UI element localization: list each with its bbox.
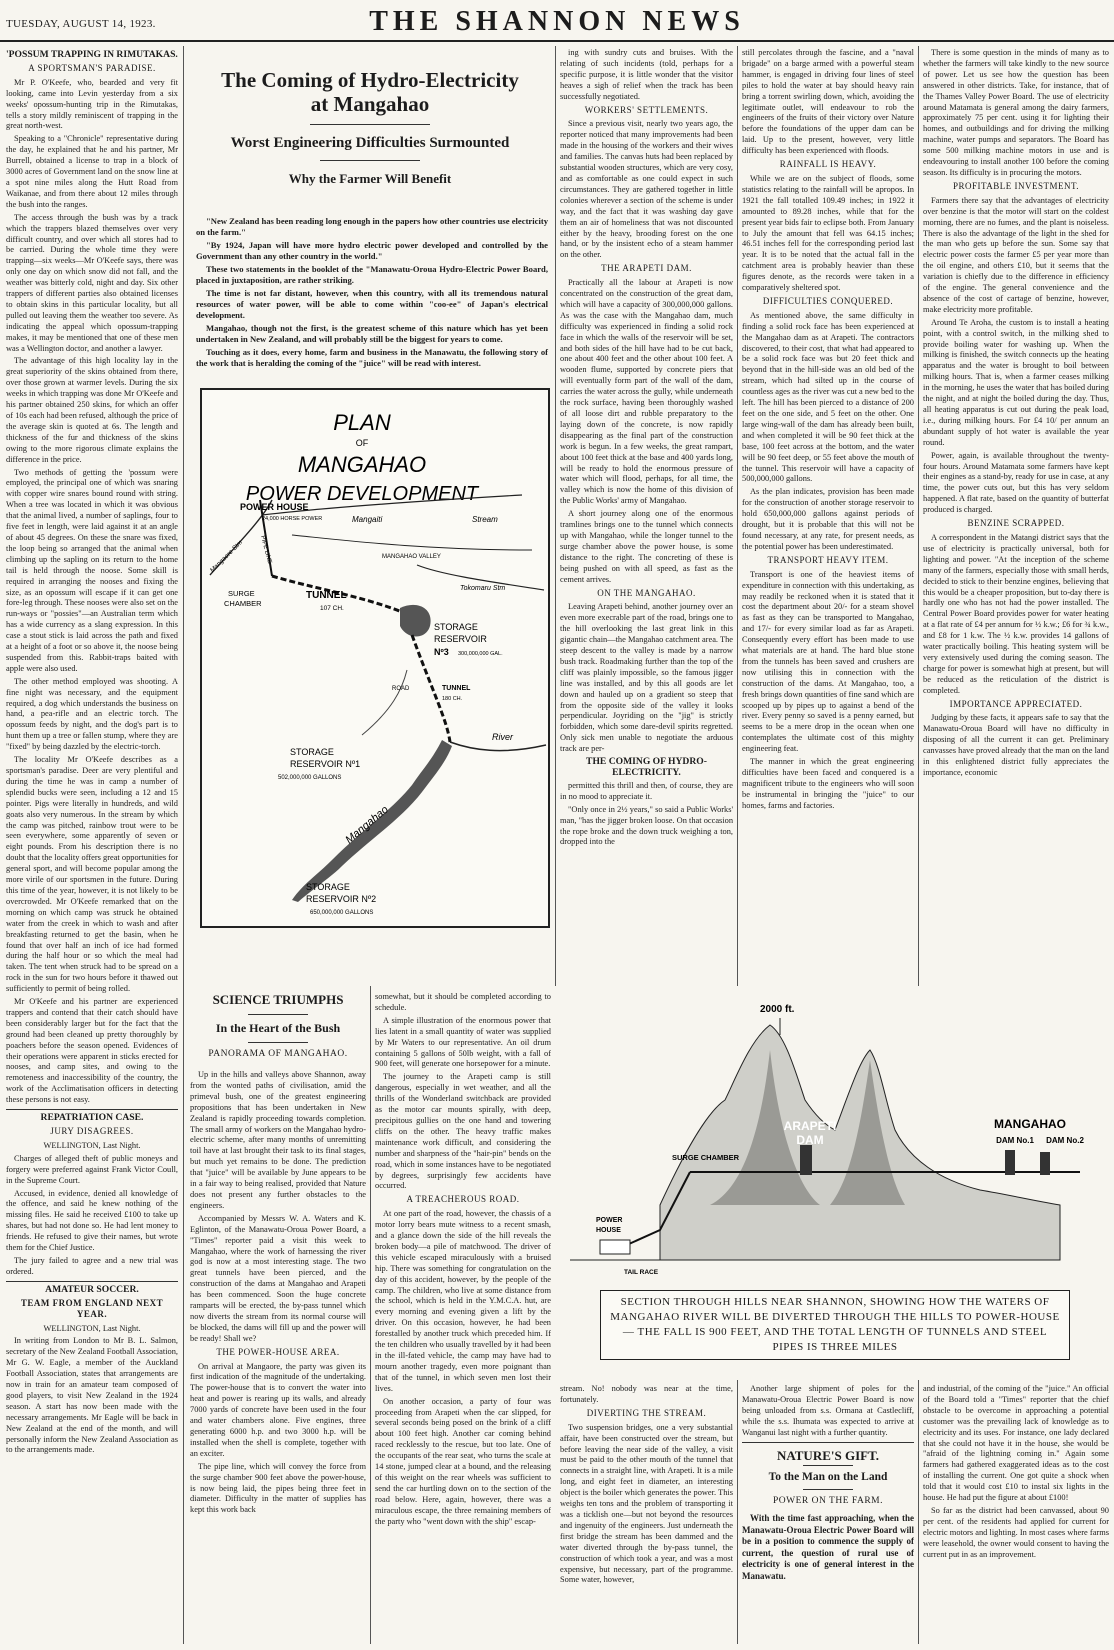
label-tail-race: TAIL RACE [624,1269,659,1276]
intro-paragraph: The time is not far distant, however, when this country, with all its tremendous natural resources of water power, will be able to come within "coo-ee" of Japan's electrical development. [196,288,548,320]
paragraph: Up in the hills and valleys above Shannon, away from the wonted paths of civilisation, amid the primeval bush, one of the greatest engineering propositions that has been undertaken in New Zealand is rapidly proceeding towards completion. The small army of workers on the Mangahao hydro-electric scheme, after many months of unremitting toil have at last brought their task to its final stages, but much yet remains to be done. The prediction that "juice" will be available by June appears to be in a fair way to being realised, provided that Nature does not present any further obstacles to the engineers. [190,1070,366,1210]
section-drawing [560,990,1108,1290]
divider [6,1281,178,1282]
column-rule [737,1380,738,1644]
label-pipe-line: PIPE LINE [259,535,273,565]
paragraph: So far as the district had been canvassed, about 90 per cent. of the residents had applied for current for electric motors and lighting. In most cases where farms were leasehold, the owner would consent to having the current put in as an improvement. [923,1505,1109,1559]
paragraph: Speaking to a "Chronicle" representative during the day, he explained that he and his partner, Mr Burrell, obtained a license to trap in a block of 3000 acres of Government land on the snow line at a spot nine miles along the Hutt Road from Waikanae, and from there about 12 miles through the bush into the ranges. [6,134,178,209]
science-column-a [190,1070,366,1644]
label-tunnel-2: TUNNEL [442,685,471,692]
soccer-headline: AMATEUR SOCCER. [45,1283,139,1295]
paragraph: Mr O'Keefe and his partner are experienced trappers and contend that their catch should have been considerably larger but for the fact that the ground had been cleaned up pretty thoroughly by poachers before the season opened. Evidences of their operations were apparent in sticks erected for nooses, and camp sites, and owing to the remoteness and inaccessibility of the country, the work of the Acclimatisation officers in detecting these persons is not easy. [6,997,178,1105]
arapeti-dam-mark [800,1145,812,1175]
label-surge-chamber: SURGE CHAMBER [672,1153,740,1162]
paragraph: Two methods of getting the 'possum were employed, the principal one of which was snaring with copper wire snares bound round with string. When a tree was located in which it was obvious that the animal lived, a number of saplings, four to five feet in length, were laid against it at an angle of about 45 degrees. On these the snare was fixed, the loop being so arranged that the animal when climbing up the sapling on its return to the home tail is held through the noose. Some skill is required in arranging the nooses and fixing the size, as an opossum will escape if it can get one fore-leg through. These nooses were also set on the run-ways or "possies"—an Australian term which has a wide currency as a slang expression. In this case a stout stick is laid across the path and fixed at a height of a foot or so above it, the noose being suspended from this. Rabbit-traps baited with apple were also used. [6,467,178,673]
label-res1-b: RESERVOIR Nº1 [290,759,361,769]
divider [742,1442,914,1443]
label-river: River [492,732,514,742]
difficulties-head: DIFFICULTIES CONQUERED. [762,295,894,306]
rainfall-head: RAINFALL IS HEAVY. [779,159,877,170]
science-subtitle: In the Heart of the Bush [215,1021,341,1035]
column-rule [555,46,556,986]
valley-stream [292,535,532,550]
label-res3-b: RESERVOIR [434,634,487,644]
bottom-column-7 [923,1384,1109,1644]
column-rule [918,1380,919,1644]
label-power-note: 24,000 HORSE POWER [262,516,323,522]
label-road: ROAD [392,686,410,692]
paragraph: On another occasion, a party of four was proceeding from Arapeti when the car slipped, for several seconds being posed on the brink of a cliff about 100 feet high. Another car coming behind raced recklessly to the rescue, but too late. One of the occupants of the rear seat, who turns the scale at 14 stone, jumped clear at a bound, and the releasing of this weight on the rear wheels was sufficient to send the car hurtling down on to the section of the road below. Here, again, however, there was a miraculous escape, the three remaining members of the party who "went down with the ship" escap- [375,1396,551,1526]
power-house-area-head: THE POWER-HOUSE AREA. [216,1346,340,1357]
paragraph: Since a previous visit, nearly two years ago, the reporter noticed that many improvements had been made in the housing of the workers and their wives and families. The canvas huts had been replaced by substantial wooden structures, which are very cosy, and as comfortable as one could expect in such circumstances. They are gathered together in little colonies wherever a section of the scheme is under way, and the fact that it was washing day gave them an air of homeliness that was not discounted either by the heavy, brooding forest on the one hand, or by the insistent echo of a steam hammer on the other. [560,119,733,260]
intro-paragraph: "By 1924, Japan will have more hydro electric power developed and controlled by the Government than any other country in the world." [196,240,548,261]
dateline: WELLINGTON, Last Night. [43,1323,141,1333]
paragraph: stream. No! nobody was near at the time, fortunately. [560,1384,733,1404]
label-tunnel-1: TUNNEL [306,590,347,601]
section-caption: SECTION THROUGH HILLS NEAR SHANNON, SHOWING HOW THE WATERS OF MANGAHAO RIVER WILL BE DIVERTED THROUGH THE HILLS TO POWER-HOUSE — THE FALL IS 900 FEET, AND THE TOTAL LENGTH OF TUNNELS AND STEEL PIPES IS THREE MILES [600,1290,1070,1360]
bottom-column-6 [742,1384,914,1644]
label-tokomaru: Tokomaru Stm [460,585,506,592]
column-6 [742,48,914,984]
road [362,670,407,735]
paragraph: There is some question in the minds of many as to whether the farmers will take kindly to the new source of power. Let us see how the question has been answered in other districts. Take, for instance, that of the Thames Valley Power Board. The use of electricity around Matamata is general among the dairy farmers, approximately 75 per cent. using it for lighting their homes, and outbuildings and for driving the milking machine, water pumps and separators. The Board has some 500 milking machine motors in use and is endeavouring to install another 100 before the coming season. Its difficulty is in procuring the motors. [923,48,1109,177]
masthead [0,0,1114,42]
paragraph: The pipe line, which will convey the force from the surge chamber 900 feet above the power-house, is now being laid, the pipes being three feet in diameter. Difficulty in the matter of supplies has kept this work back [190,1461,366,1515]
on-the-mangahao-head: ON THE MANGAHAO. [597,587,696,598]
dam-1-mark [1005,1150,1015,1175]
label-surge-chamber-1: SURGE [228,589,255,598]
hydro-subtitle1: Worst Engineering Difficulties Surmounted [230,135,510,151]
label-surge-chamber-2: CHAMBER [224,599,262,608]
paragraph: Two suspension bridges, one a very substantial affair, have been constructed over the stream, but before leaving the near side of the valley, a visit must be paid to the other mouth of the tunnel that connects in a straight line, with Arapeti. It is a mile long, and eight feet in diameter, an interesting object is the boiler which generates the power. This weighs ten tons and the problem of transporting it was a ticklish one—but not beyond the resources and ingenuity of the engineers. Just underneath the first bridge the stream has been dammed and the water diverted through the by-pass tunnel, the construction of which took a year, and was a most expensive, but necessary, part of the programme. Some water, however, [560,1422,733,1585]
importance-head: IMPORTANCE APPRECIATED. [949,698,1083,709]
column-rule [737,46,738,986]
dam-2-mark [1040,1152,1050,1175]
paragraph: While we are on the subject of floods, some statistics relating to the rainfall will be apropos. In 1921 the fall totalled 109.49 inches; in 1922 it amounted to 89.28 inches, while that for the present year bids fair to eclipse both. From January to July the amount that fell was 64.15 inches; 46.51 inches fell for the corresponding period last year. It is to be noted that the actual fall in the catchment area is probably heavier than these figures denote, as the records were taken in a comparatively sheltered spot. [742,173,914,293]
diverting-head: DIVERTING THE STREAM. [586,1407,707,1418]
label-res1-a: STORAGE [290,747,334,757]
paragraph: Power, again, is available throughout the twenty-four hours. Around Matamata some farmers have kept their engines as a stand-by, ready for use in case, at any time, the power cuts out, but this has very seldom happened. A flat rate, based on the quantity of butterfat produced is charged. [923,450,1109,515]
paragraph: Leaving Arapeti behind, another journey over an even more execrable part of the road, brings one to the hill overlooking the last great link in this gigantic chain—the Mangahao catchment area. The steep descent to the valley is made by a narrow bush track. Roadmaking further than the top of the cliff was plainly impossible, so the famous jigger line was installed, and by this all goods are let down and hauled up on a gradient so steep that from the opposite side of the valley it looks perpendicular. Joyriding on the "jig" is strictly forbidden, which some dare-devil spirits regretted. Only sick men unable to negotiate the arduous track are per- [560,602,733,754]
label-mangaiti: Mangaiti [352,515,383,524]
divider [320,160,420,161]
paragraph: The other method employed was shooting. A fine night was necessary, and the equipment required, a dog which understands the business on hand, a pea-rifle and an electric torch. The opossum feeds by night, and the dog's part is to hunt them up a tree or fallen stump, where they are "fixed" by being dazzled by the electric-torch. [6,676,178,752]
paragraph: Accused, in evidence, denied all knowledge of the offence, and said he knew nothing of the missing files. He said he received £100 to take up shares, but had not done so. He had lent money to friends. He refused to give their names, but wrote them for the Chief Justice. [6,1188,178,1253]
paragraph: somewhat, but it should be completed according to schedule. [375,992,551,1012]
possum-subhead: A SPORTSMAN'S PARADISE. [28,62,156,73]
map-title-mangahao: MANGAHAO [297,452,427,477]
science-title: SCIENCE TRIUMPHS [212,992,344,1007]
nature-subtitle: To the Man on the Land [768,1471,888,1484]
paragraph: The advantage of this high locality lay in the great superiority of the skins obtained from there, over those grown at warmer levels. During the six weeks in which trapping was done Mr O'Keefe and his partner obtained 250 skins, for which an offer of 10s each had been refused, although the price of the average skin is quoted at 6s. The length and thickness of the fur and thickness of the skins owing to the more rigorous climate explains the difference in the price. [6,356,178,464]
nature-intro: With the time fast approaching, when the Manawatu-Oroua Electric Power Board will be in a position to commence the supply of current, the question of rural use of electricity is one of general interest in the Manawatu. [742,1513,914,1581]
paragraph: and industrial, of the coming of the "juice." An official of the Board told a "Times" reporter that the chief obstacle to be overcome in approaching a potential customer was the prevailing lack of knowledge as to electricity and its uses. For instance, one lady declared that she could not have it in the house, she would be "afraid of the lightning coming in." Again some farmers had gathered exaggerated ideas as to the cost of installing the current. One got quite a shock when told that it would cost £10 to instal six lights in the house. He had put the figure at about £100! [923,1384,1109,1503]
paragraph: The locality Mr O'Keefe describes as a sportsman's paradise. Deer are very plentiful and during the time he was in camp a number of splendid bucks were seen, including a 12 and 15 pointer. Pigs were literally in hundreds, and wild goats also very numerous. In the stream by which the camp was pitched, rainbow trout were to be seen everywhere, some apparently of seven or eight pounds. From his description there is no doubt that the locality offers great opportunities for general sport, and will become popular among the more virile of our sportsmen in the future. During this time of the year, however, it is not likely to be overcrowded. Mr O'Keefe remarked that on the morning on which camp was struck he obtained water from the creek in which to wash and after breakfasting returned to get the basin, when he found that over half an inch of ice had formed during the half hour or so which the meal had taken. The tent when struck had to be spread on a rock in the sun for two hours before it thawed out sufficiently to permit of being rolled. [6,755,178,994]
label-res3-c: Nº3 [434,647,449,657]
paragraph: A correspondent in the Matangi district says that the use of electricity is practically universal, both for lighting and power. "At the inception of the scheme many of the farmers, especially those with small herds, decided to stick to their benzine engines, believing that this would be a cheaper proposition, but to-day there is hardly one who has not had the power installed. The Central Power Board provides power for water heating at a flat rate of £4 per annum for ½ k.w.; £6 for ¾ k.w., and £8 for 1 k.w. The ½ k.w. provides 14 gallons of water practically boiling. This heating system will be very extensively used during the coming season. The charge for power is somewhat high at present, but will be reduced as the reticulation of the district is completed. [923,532,1109,695]
possum-body [6,78,178,1106]
paragraph: The jury failed to agree and a new trial was ordered. [6,1255,178,1276]
paragraph: The journey to the Arapeti camp is still dangerous, especially in wet weather, and all the thrills of the Wonderland switchback are provided as the motor car mounts spirally, with deep, precipitous gullies on the one hand and towering cliffs on the other. The heavy traffic makes maintenance work difficult, and considering the number and sharpness of the "hair-pin" bends on the road, which in some instances have to be negotiated by degrees, surprisingly few accidents have occurred. [375,1072,551,1191]
hydro-title-line2: at Mangahao [310,92,430,116]
column-rule [370,986,371,1644]
workers-settlements-head: WORKERS' SETTLEMENTS. [584,104,709,115]
paragraph: In writing from London to Mr B. L. Salmon, secretary of the New Zealand Football Association, Mr G. W. Eagle, a member of the Auckland Football Association, states that arrangements are now in train for an amateur team composed of good players, to visit New Zealand in the 1924 season. A start has now been made with the necessary arrangements. Mr Eagle will be back in New Zealand at the end of the month, and will personally inform the New Zealand Association as to the arrangements made. [6,1336,178,1455]
divider [310,124,430,125]
paragraph: The manner in which the great engineering difficulties have been faced and conquered is a magnificent tribute to the engineers who will soon be instrumental in bringing the "juice" to our homes, farms and factories. [742,757,914,810]
paragraph: Around Te Aroha, the custom is to install a heating point, with a control switch, in the milking shed to provide boiling water for washing up. When the milking is finished, the switch connects up the heating apparatus and the water is brought to boil between milking hours. That is, when a farmer ceases milking in the morning, he uses the water that has boiled during the night, and at night the boiled during the day. Thus, all heating apparatus is cut out during the peak load, i.e., during milking hours. For £4 10/ per annum an abundant supply of hot water is available the year round. [923,317,1109,447]
profitable-head: PROFITABLE INVESTMENT. [952,180,1080,191]
section-diagram [560,990,1108,1376]
label-res2-a: STORAGE [306,882,350,892]
nature-title: NATURE'S GIFT. [776,1447,880,1463]
possum-headline: 'POSSUM TRAPPING IN RIMUTAKAS. [6,49,178,60]
column-rule [918,46,919,986]
paragraph: A simple illustration of the enormous power that lies latent in a small quantity of water was supplied by Mr Waters to our representative. An oil drum containing 5 gallons of 50lb weight, with a fall of 900 feet, will generate one horsepower for a minute. [375,1015,551,1069]
power-house-mark [600,1240,630,1254]
benzine-head: BENZINE SCRAPPED. [967,518,1065,529]
hydro-title-line1: The Coming of Hydro-Electricity [221,68,519,92]
label-arapeti-dam: DAM [796,1133,824,1147]
science-headline-block [190,992,366,1059]
paragraph: As the plan indicates, provision has been made for the construction of another storage reservoir to hold 650,000,000 gallons against periods of drought, but it is probable that this will not be found necessary, at any rate, for present needs, as the potential power has been underestimated. [742,487,914,551]
hydro-intro [196,216,548,380]
power-development-map [200,388,550,928]
paragraph: Practically all the labour at Arapeti is now concentrated on the construction of the great dam, which will have a capacity of 300,000,000 gallons. As was the case with the Mangahao dam, much difficulty was experienced in finding a solid rock face in which the walls of the reservoir will be set, and both sides of the hill have had to be cut back, one about 400 feet and the other about 100 feet. A wooden flume, supported by concrete piers that will eventually form part of the wall of the dam, carries the water across the gully, while underneath the rock surface, having been thoroughly washed of all loose dirt and rubble preparatory to the laying down of the concrete, is now rapidly disappearing as the final part of the construction work is begun. In a few weeks, the great rampart, about 100 feet thick at the base and 400 yards long, will be ready to hold the enormous pressure of water which will flood, perhaps, for all time, the valley which is now the home of this division of the Public Works' army of Mangahao. [560,278,733,506]
intro-paragraph: Mangahao, though not the first, is the greatest scheme of this nature which has yet been undertaken in New Zealand, and will probably still be the biggest for years to come. [196,323,548,344]
label-dam-1: DAM No.1 [996,1136,1034,1145]
intro-paragraph: "New Zealand has been reading long enough in the papers how other countries use electricity on the farm." [196,216,548,237]
label-house: HOUSE [596,1227,621,1234]
paragraph: The access through the bush was by a track which the trappers blazed themselves over very difficult country, and over which all stores had to be carried. During the whole time they were trapping—six weeks—Mr O'Keefe says, there was only one day on which snow did not fall, and the weather was bitterly cold, night and day. Six other trappers of different parties also obtained licenses to obtain skins in this particular locality, but all pulled out leaving them the weather too severe. As indicating the appeal which opossum-trapping makes, it may be mentioned that one of these men was a Wellington doctor, and another a lawyer. [6,212,178,353]
hydro-subtitle2: Why the Farmer Will Benefit [288,171,452,186]
coming-of-hydro-head: THE COMING OF HYDRO-ELECTRICITY. [586,756,707,778]
paragraph: Accompanied by Messrs W. A. Waters and K. Eglinton, of the Manawatu-Oroua Power Board, a "Times" reporter paid a visit this week to Mangahao, where the work of harnessing the river god is now at a most interesting stage. The two great tunnels have been pierced, and the construction of the dams at Mangahao and Arapeti has been commenced. Soon the huge concrete ramparts will be erected, the by-pass tunnel which now diverts the stream from its normal course will be blocked, the dams will fill up and the power will be ready! Shall we? [190,1213,366,1343]
paragraph: Another large shipment of poles for the Manawatu-Oroua Electric Power Board is now being unloaded from s.s. Ormana at Castlecliff, while the s.s. Ihumata was expected to arrive at Wanganui last night with a further quantity. [742,1384,914,1437]
column-7 [923,48,1109,984]
map-title-power: POWER DEVELOPMENT [245,483,479,505]
dateline: WELLINGTON, Last Night. [43,1140,141,1150]
label-tunnel-1-length: 107 CH. [320,605,344,612]
nature-sub2: POWER ON THE FARM. [773,1496,883,1507]
divider [248,1014,308,1015]
paragraph: Transport is one of the heaviest items of expenditure in connection with this undertaking, as may readily be reckoned when it is stated that it cost the department about 20/- for a steam shovel as fast as they can be transported to Mangahao, and 17/- for every similar load as far as Arapeti. Consequently every effort has been made to use what materials are at hand. The hard blue stone from the tunnels has been saved and crushers are now utilising this in connection with the construction of the dams. At Mangahao, too, a fresh brings down quantities of fine sand which are scooped up by pipes up to against a bend of the river. Every penny so saved is a penny earned, but seems to be a mere drop in the ocean when one contemplates the ultimate cost of this mighty engineering feat. [742,569,914,754]
label-power: POWER [596,1217,623,1224]
science-sub2: PANORAMA OF MANGAHAO. [208,1049,348,1059]
paragraph: permitted this thrill and then, of course, they are in no mood to appreciate it. [560,780,733,801]
science-column-b [375,992,551,1644]
repatriation-headline: REPATRIATION CASE. [40,1112,144,1124]
divider [803,1465,853,1466]
arapeti-dam-head: THE ARAPETI DAM. [601,263,692,274]
label-power-house: POWER HOUSE [240,502,309,512]
map-drawing [202,390,548,926]
paragraph: A short journey along one of the enormous tramlines brings one to the tunnel which connects up with Mangahao, while the longer tunnel to the surge chamber above the power house, is some distance to the right. The concreting of these is being pushed on with all speed, as fast as the cement arrives. [560,509,733,584]
label-mangaore: Mangaore Stm [208,539,245,575]
soccer-subhead: TEAM FROM ENGLAND NEXT YEAR. [20,1297,164,1319]
label-2000ft: 2000 ft. [760,1004,795,1015]
map-title-of: OF [355,438,369,448]
divider [803,1489,853,1490]
label-mangahao-river: Mangahao [343,803,391,847]
hydro-headline-block [190,68,550,187]
divider [6,1109,178,1110]
map-title-plan: PLAN [333,410,391,435]
paragraph: On arrival at Mangaore, the party was given its first indication of the magnitude of the undertaking. The power-house that is to convert the water into heat and power is rearing up its walls, and already 7000 yards of concrete have been used in the four and water chambers alone. Five engines, three generating 6000 h.p. and two 3000 h.p. will be installed when the shell is complete, together with an exciter. [190,1361,366,1458]
paragraph: Mr P. O'Keefe, who, bearded and very fit looking, came into Levin yesterday from a six weeks' opossum-hunting trip in the Rimutakas, tells a story mildly reminiscent of trapping in the great north-west. [6,77,178,131]
paragraph: Farmers there say that the advantages of electricity over benzine is that the motor will start on the coldest morning, there are no fumes, and the plant is noiseless. There is also the advantage of the light in the shed for the man who gets up before the sun. Some say that electric power costs the farmer £5 per year more than the oil engine, and others £10, but it seems that the variation is chiefly due to the difference in efficiency of the engine. The general convenience and the absence of the cost of cartage of benzine, however, make electricity more profitable. [923,195,1109,314]
intro-paragraph: These two statements in the booklet of the "Manawatu-Oroua Hydro-Electric Power Board, placed in juxtaposition, are rather striking. [196,264,548,285]
reservoir-3-shape [400,605,431,637]
intro-paragraph: Touching as it does, every home, farm and business in the Manawatu, the following story of the work that is heralding the coming of the "juice" will be read with interest. [196,347,548,368]
bottom-column-5 [560,1384,733,1644]
issue-date: TUESDAY, AUGUST 14, 1923. [6,18,156,30]
label-mangahao-valley: MANGAHAO VALLEY [382,554,441,560]
river [450,742,546,751]
paragraph: still percolates through the fascine, and a "naval brigade" on a barge armed with a powerful steam hammer, is engaged in driving four lines of steel piles to hold the water at bay should heavy rain bring a torrent swirling down, which, avoiding the legitimate outlet, will endeavour to rob the engineers of the fruits of their victory over Nature before the foundations of the upper dam can be laid. Up to the present, however, very little difficulty has been experienced with floods. [742,48,914,156]
label-mangahao: MANGAHAO [994,1117,1066,1131]
newspaper-title: THE SHANNON NEWS [369,6,745,37]
paragraph: ing with sundry cuts and bruises. With the relating of such incidents (told, perhaps for a specific purpose, it is little wonder that the visitor heaves a sigh of relief when the track has been successfully negotiated. [560,48,733,101]
label-tunnel-2-length: 180 CH. [442,696,463,702]
paragraph: At one part of the road, however, the chassis of a motor lorry bears mute witness to a recent smash, and a glance down the side of the hill reveals the broken body—a pile of matchwood. The driver of this vehicle escaped miraculously with a bruised hip. There was something for congratulation on the day of this accident, however, by the people of the camp. The children, who live at some distance from the school, which is held in the Y.M.C.A. hut, are every morning and evening given a lift by the driver. On this occasion, however, he had been forestalled by another truck which preceded him. If the ten children who usually travelled by it had been in the ill-fated vehicle, the camp may have had to mourn another tragedy, even more poignant than that of the tunnel, in which seven men lost their lives. [375,1209,551,1393]
column-1 [6,48,178,1644]
divider [248,1042,308,1043]
label-res2-capacity: 650,000,000 GALLONS [310,910,374,916]
column-5 [560,48,733,984]
label-dam-2: DAM No.2 [1046,1136,1084,1145]
column-rule [183,46,184,1644]
paragraph: "Only once in 2½ years," so said a Public Works' man, "has the jigger broken loose. On that occasion the rope broke and the down truck weighing a ton, dropped into the [560,804,733,847]
label-res2-b: RESERVOIR Nº2 [306,894,377,904]
paragraph: Charges of alleged theft of public moneys and forgery were preferred against Frank Victor Coull, in the Supreme Court. [6,1153,178,1185]
paragraph: Judging by these facts, it appears safe to say that the Manawatu-Oroua Board will have no difficulty in disposing of all the current it can get. Preliminary canvasses have proved already that the man on the land in this enlightened district fully appreciates the importance, economic [923,713,1109,777]
treacherous-road-head: A TREACHEROUS ROAD. [406,1194,520,1205]
transport-head: TRANSPORT HEAVY ITEM. [767,554,889,565]
label-stream: Stream [472,515,498,524]
label-res3-capacity: 300,000,000 GAL. [458,651,503,657]
repatriation-subhead: JURY DISAGREES. [50,1126,134,1136]
label-res3-a: STORAGE [434,622,478,632]
label-res1-capacity: 502,000,000 GALLONS [278,775,342,781]
paragraph: As mentioned above, the same difficulty in finding a solid rock face has been experienced at the Mangahao dam as at Arapeti. The contractors discovered, to their cost, that what had appeared to be a solid rock face was but 20 feet thick and beyond that in the hill-side was an old bed of the stream, which had silted up in the course of countless ages as the river was cut a new bed to the left. The hill has been pierced to a distance of 200 feet on the one side, and 5 feet on the other. One large wing-wall of the dam has already been built, and when completed it will be 90 feet thick at the base, 100 feet across at the bottom, and the water will be 90 feet deep, or 55 feet above the mouth of the tunnel. This reservoir will have a capacity of 500,000,000 gallons. [742,310,914,484]
label-arapeti: ARAPETI [783,1119,837,1133]
